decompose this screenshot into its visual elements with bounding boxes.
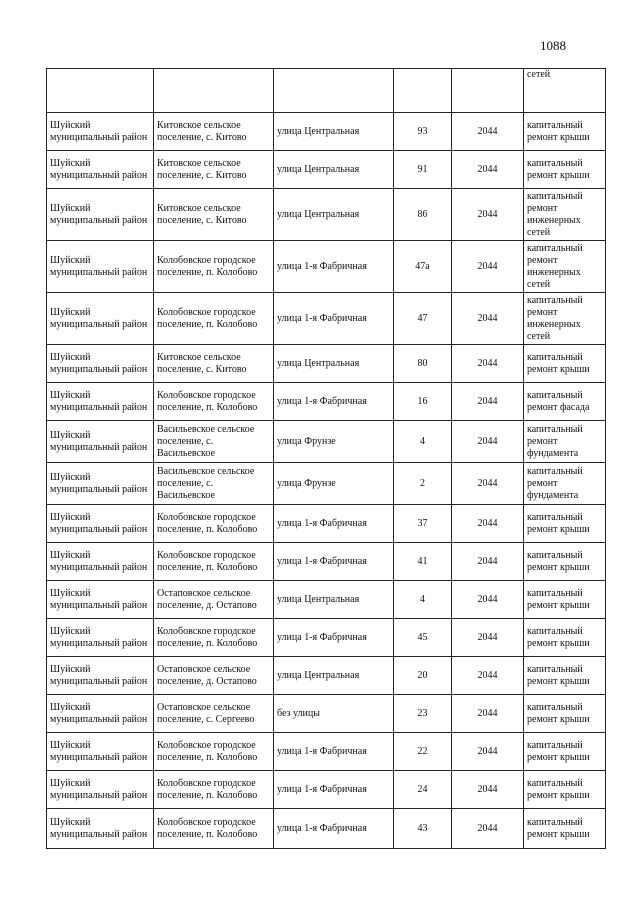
cell-street: улица Фрунзе	[274, 463, 394, 505]
cell-house-number: 80	[394, 345, 452, 383]
cell-year: 2044	[452, 581, 524, 619]
cell-district: Шуйский муниципальный район	[47, 505, 154, 543]
cell-work-type: капитальный ремонт крыши	[524, 695, 606, 733]
cell-settlement: Остаповское сельское поселение, д. Остапово	[154, 657, 274, 695]
cell-district: Шуйский муниципальный район	[47, 581, 154, 619]
cell-street: улица Центральная	[274, 581, 394, 619]
cell-district: Шуйский муниципальный район	[47, 809, 154, 849]
table-row	[47, 345, 606, 383]
cell-street: улица Центральная	[274, 189, 394, 241]
cell-year: 2044	[452, 695, 524, 733]
cell-year: 2044	[452, 345, 524, 383]
cell-year: 2044	[452, 151, 524, 189]
cell-settlement: Колобовское городское поселение, п. Колобово	[154, 505, 274, 543]
cell-district: Шуйский муниципальный район	[47, 421, 154, 463]
cell-street: улица 1-я Фабричная	[274, 241, 394, 293]
cell-work-type: капитальный ремонт крыши	[524, 619, 606, 657]
cell-street: улица 1-я Фабричная	[274, 733, 394, 771]
cell-district: Шуйский муниципальный район	[47, 151, 154, 189]
cell-street: улица Центральная	[274, 345, 394, 383]
cell-street: улица Центральная	[274, 657, 394, 695]
cell-street: улица 1-я Фабричная	[274, 383, 394, 421]
cell-house-number: 45	[394, 619, 452, 657]
cell-district: Шуйский муниципальный район	[47, 293, 154, 345]
cell-house-number: 41	[394, 543, 452, 581]
cell-district: Шуйский муниципальный район	[47, 189, 154, 241]
cell-work-type: капитальный ремонт крыши	[524, 771, 606, 809]
cell-year: 2044	[452, 293, 524, 345]
cell-work-type: капитальный ремонт фасада	[524, 383, 606, 421]
table-row	[47, 619, 606, 657]
cell-year: 2044	[452, 463, 524, 505]
cell-year: 2044	[452, 505, 524, 543]
table-row	[47, 733, 606, 771]
cell-year: 2044	[452, 189, 524, 241]
cell-work-type: капитальный ремонт инженерных сетей	[524, 189, 606, 241]
table-row	[47, 383, 606, 421]
cell-district: Шуйский муниципальный район	[47, 113, 154, 151]
cell-street: улица 1-я Фабричная	[274, 543, 394, 581]
cell-house-number: 47	[394, 293, 452, 345]
cell-street: улица 1-я Фабричная	[274, 771, 394, 809]
cell-house-number: 23	[394, 695, 452, 733]
cell-settlement: Китовское сельское поселение, с. Китово	[154, 345, 274, 383]
table-row	[47, 695, 606, 733]
cell-settlement: Остаповское сельское поселение, с. Сергеево	[154, 695, 274, 733]
cell-district	[47, 69, 154, 113]
cell-settlement: Колобовское городское поселение, п. Колобово	[154, 771, 274, 809]
cell-house-number: 91	[394, 151, 452, 189]
table-body	[47, 69, 606, 849]
cell-work-type: капитальный ремонт фундамента	[524, 421, 606, 463]
table-row	[47, 771, 606, 809]
cell-house-number: 22	[394, 733, 452, 771]
cell-house-number: 47а	[394, 241, 452, 293]
cell-street: улица 1-я Фабричная	[274, 293, 394, 345]
cell-settlement: Васильевское сельское поселение, с. Васильевское	[154, 463, 274, 505]
cell-work-type: сетей	[524, 69, 606, 113]
cell-house-number: 20	[394, 657, 452, 695]
cell-work-type: капитальный ремонт крыши	[524, 543, 606, 581]
cell-work-type: капитальный ремонт крыши	[524, 345, 606, 383]
table-row	[47, 189, 606, 241]
cell-street: улица 1-я Фабричная	[274, 505, 394, 543]
cell-work-type: капитальный ремонт крыши	[524, 657, 606, 695]
cell-house-number: 86	[394, 189, 452, 241]
cell-year: 2044	[452, 771, 524, 809]
cell-street: улица Центральная	[274, 151, 394, 189]
cell-settlement: Колобовское городское поселение, п. Колобово	[154, 543, 274, 581]
cell-house-number: 16	[394, 383, 452, 421]
cell-year: 2044	[452, 733, 524, 771]
cell-district: Шуйский муниципальный район	[47, 345, 154, 383]
cell-work-type: капитальный ремонт фундамента	[524, 463, 606, 505]
cell-settlement: Колобовское городское поселение, п. Колобово	[154, 241, 274, 293]
cell-settlement: Китовское сельское поселение, с. Китово	[154, 113, 274, 151]
cell-year: 2044	[452, 543, 524, 581]
cell-house-number: 2	[394, 463, 452, 505]
cell-year: 2044	[452, 241, 524, 293]
cell-house-number: 43	[394, 809, 452, 849]
cell-settlement: Колобовское городское поселение, п. Колобово	[154, 809, 274, 849]
cell-street: улица Фрунзе	[274, 421, 394, 463]
cell-year: 2044	[452, 383, 524, 421]
cell-year: 2044	[452, 809, 524, 849]
cell-street: улица Центральная	[274, 113, 394, 151]
table-row	[47, 581, 606, 619]
table-row	[47, 421, 606, 463]
cell-house-number	[394, 69, 452, 113]
table-row	[47, 809, 606, 849]
cell-settlement: Остаповское сельское поселение, д. Остапово	[154, 581, 274, 619]
cell-house-number: 4	[394, 581, 452, 619]
cell-year: 2044	[452, 619, 524, 657]
cell-work-type: капитальный ремонт инженерных сетей	[524, 241, 606, 293]
table-row	[47, 463, 606, 505]
cell-district: Шуйский муниципальный район	[47, 733, 154, 771]
cell-house-number: 24	[394, 771, 452, 809]
cell-settlement: Китовское сельское поселение, с. Китово	[154, 151, 274, 189]
cell-work-type: капитальный ремонт крыши	[524, 505, 606, 543]
cell-district: Шуйский муниципальный район	[47, 619, 154, 657]
cell-year: 2044	[452, 421, 524, 463]
cell-settlement: Колобовское городское поселение, п. Колобово	[154, 733, 274, 771]
cell-settlement: Колобовское городское поселение, п. Колобово	[154, 619, 274, 657]
page-number: 1088	[540, 38, 566, 53]
housing-repair-table	[46, 68, 606, 849]
cell-house-number: 37	[394, 505, 452, 543]
cell-work-type: капитальный ремонт крыши	[524, 113, 606, 151]
cell-work-type: капитальный ремонт крыши	[524, 151, 606, 189]
cell-street: улица 1-я Фабричная	[274, 809, 394, 849]
cell-year: 2044	[452, 657, 524, 695]
cell-work-type: капитальный ремонт крыши	[524, 581, 606, 619]
cell-house-number: 4	[394, 421, 452, 463]
cell-district: Шуйский муниципальный район	[47, 695, 154, 733]
cell-district: Шуйский муниципальный район	[47, 241, 154, 293]
cell-street: улица 1-я Фабричная	[274, 619, 394, 657]
cell-year	[452, 69, 524, 113]
table-row	[47, 657, 606, 695]
table-row	[47, 241, 606, 293]
table-row	[47, 293, 606, 345]
cell-settlement	[154, 69, 274, 113]
cell-settlement: Колобовское городское поселение, п. Колобово	[154, 383, 274, 421]
cell-district: Шуйский муниципальный район	[47, 383, 154, 421]
cell-street: без улицы	[274, 695, 394, 733]
cell-district: Шуйский муниципальный район	[47, 463, 154, 505]
table-row	[47, 505, 606, 543]
cell-settlement: Колобовское городское поселение, п. Колобово	[154, 293, 274, 345]
cell-settlement: Китовское сельское поселение, с. Китово	[154, 189, 274, 241]
cell-district: Шуйский муниципальный район	[47, 771, 154, 809]
cell-work-type: капитальный ремонт крыши	[524, 733, 606, 771]
cell-street	[274, 69, 394, 113]
table-row	[47, 543, 606, 581]
table-row-continuation	[47, 69, 606, 113]
cell-year: 2044	[452, 113, 524, 151]
table-row	[47, 113, 606, 151]
cell-settlement: Васильевское сельское поселение, с. Васильевское	[154, 421, 274, 463]
cell-work-type: капитальный ремонт инженерных сетей	[524, 293, 606, 345]
table-row	[47, 151, 606, 189]
cell-house-number: 93	[394, 113, 452, 151]
cell-work-type: капитальный ремонт крыши	[524, 809, 606, 849]
cell-district: Шуйский муниципальный район	[47, 543, 154, 581]
cell-district: Шуйский муниципальный район	[47, 657, 154, 695]
